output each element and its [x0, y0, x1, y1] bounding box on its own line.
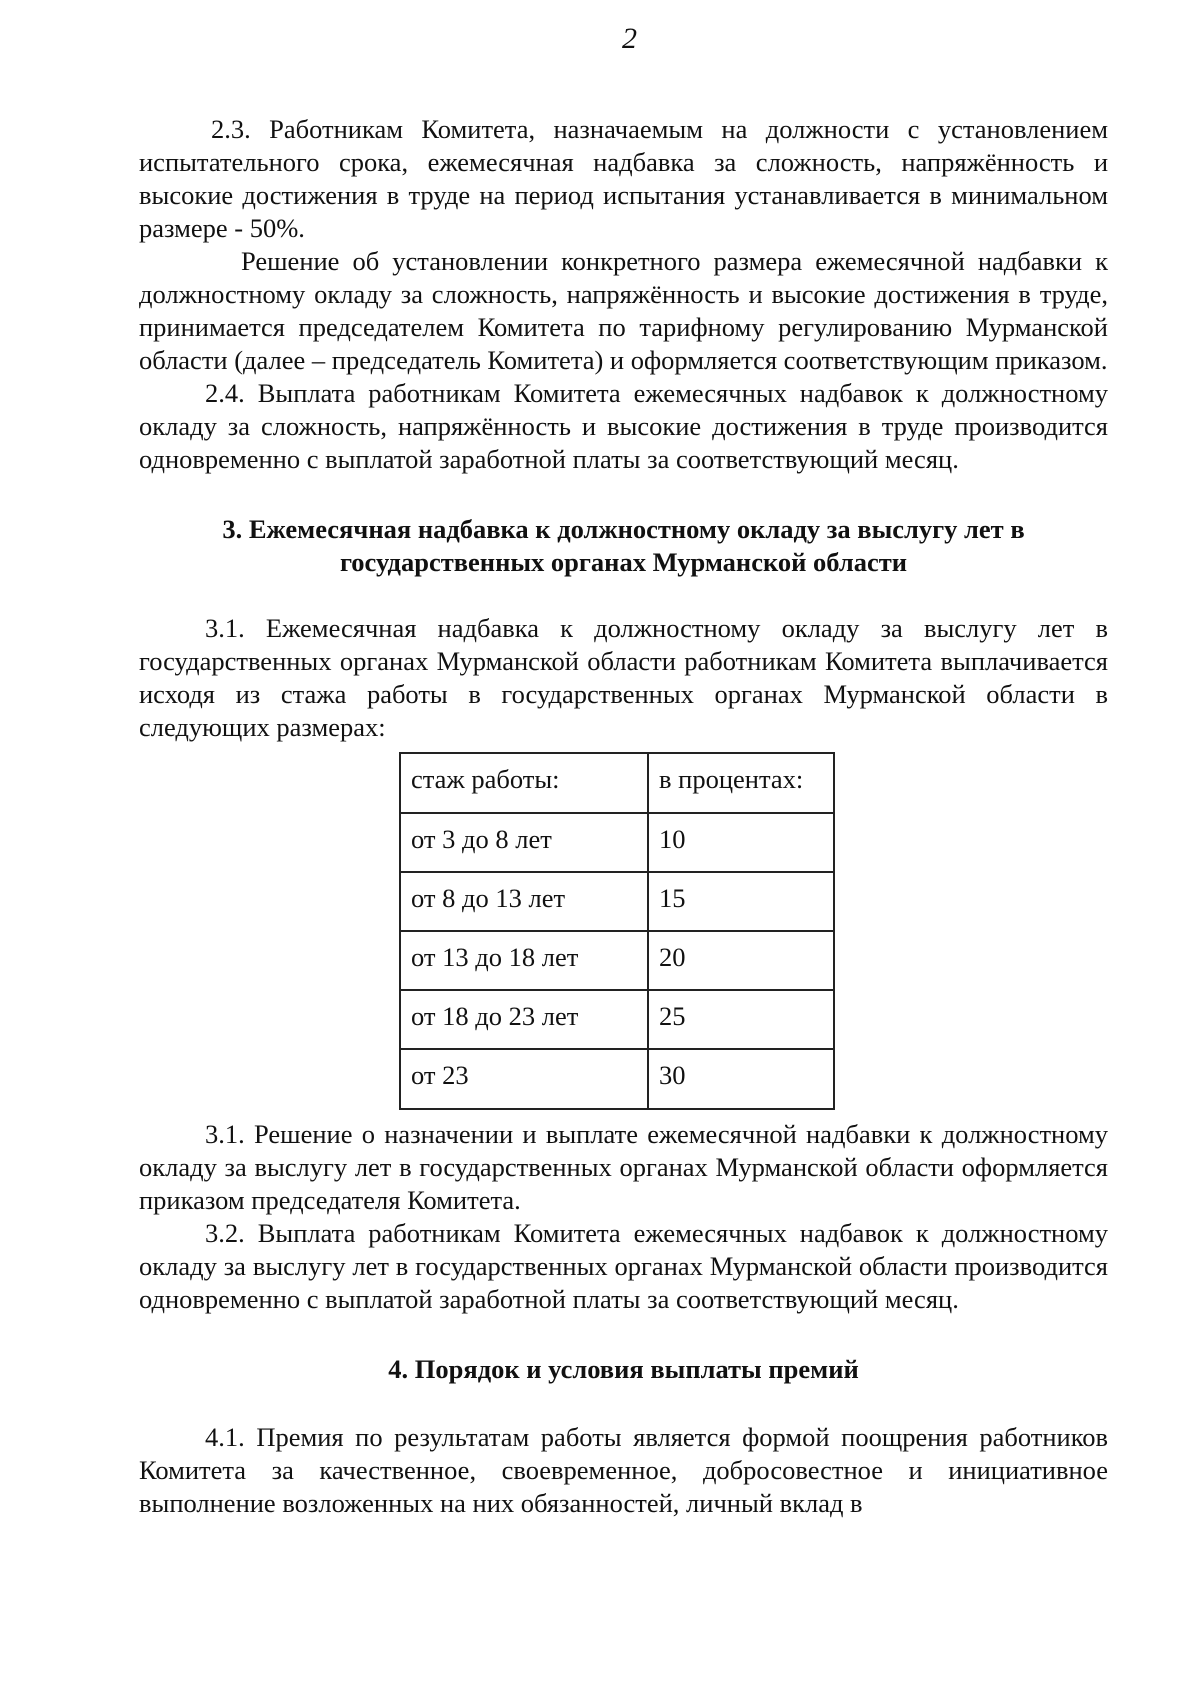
section-4-heading: 4. Порядок и условия выплаты премий [388, 1354, 859, 1384]
paragraph-4-1: 4.1. Премия по результатам работы является формой поощрения работников Комитета за качественное, своевременное, добросовестное и инициативное выполнение возложенных на них обязанностей, личный вклад в [139, 1422, 1108, 1518]
section-3-heading [139, 513, 1108, 579]
paragraph-3-1-decision: 3.1. Решение о назначении и выплате ежемесячной надбавки к должностному окладу за выслугу лет в государственных органах Мурманской области оформляется приказом председателя Комитета. [139, 1119, 1108, 1215]
table-cell: 25 [648, 990, 834, 1049]
section-3-heading-line1: 3. Ежемесячная надбавка к должностному окладу за выслугу лет в [222, 514, 1025, 544]
seniority-table [399, 752, 835, 1110]
table-row [400, 1049, 834, 1109]
table-cell: от 8 до 13 лет [400, 872, 648, 931]
paragraph-3-2: 3.2. Выплата работникам Комитета ежемесячных надбавок к должностному окладу за выслугу лет в государственных органах Мурманской области производится одновременно с выплатой заработной платы за соответствующий месяц. [139, 1218, 1108, 1314]
table-cell: 15 [648, 872, 834, 931]
table-cell: 10 [648, 813, 834, 872]
table-row [400, 813, 834, 872]
table-row [400, 990, 834, 1049]
table-cell: 20 [648, 931, 834, 990]
table-cell: от 3 до 8 лет [400, 813, 648, 872]
table-cell: 30 [648, 1049, 834, 1109]
section-3-heading-line2: государственных органах Мурманской области [339, 547, 908, 577]
table-header-row [400, 753, 834, 813]
table-row [400, 931, 834, 990]
paragraph-decision-bonus: Решение об установлении конкретного размера ежемесячной надбавки к должностному окладу за сложность, напряжённость и высокие достижения в труде, принимается председателем Комитета по тарифному регулированию Мурманской области (далее – председатель Комитета) и оформляется соответствующим приказом. [139, 246, 1108, 375]
table-cell: от 13 до 18 лет [400, 931, 648, 990]
table-cell: от 23 [400, 1049, 648, 1109]
paragraph-2-3: 2.3. Работникам Комитета, назначаемым на должности с установлением испытательного срока, ежемесячная надбавка за сложность, напряжённость и высокие достижения в труде на период испытания устанавливается в минимальном размере - 50%. [139, 114, 1108, 243]
paragraph-2-4: 2.4. Выплата работникам Комитета ежемесячных надбавок к должностному окладу за сложность, напряжённость и высокие достижения в труде производится одновременно с выплатой заработной платы за соответствующий месяц. [139, 378, 1108, 474]
table-row [400, 872, 834, 931]
table-header-cell: в процентах: [648, 753, 834, 813]
table-header-cell: стаж работы: [400, 753, 648, 813]
table-cell: от 18 до 23 лет [400, 990, 648, 1049]
paragraph-3-1: 3.1. Ежемесячная надбавка к должностному окладу за выслугу лет в государственных органах Мурманской области работникам Комитета выплачивается исходя из стажа работы в государственных органах Мурманской области в следующих размерах: [139, 613, 1108, 742]
page-number: 2 [622, 22, 637, 55]
document-body [139, 113, 1108, 1520]
seniority-table-wrapper [399, 752, 1108, 1110]
